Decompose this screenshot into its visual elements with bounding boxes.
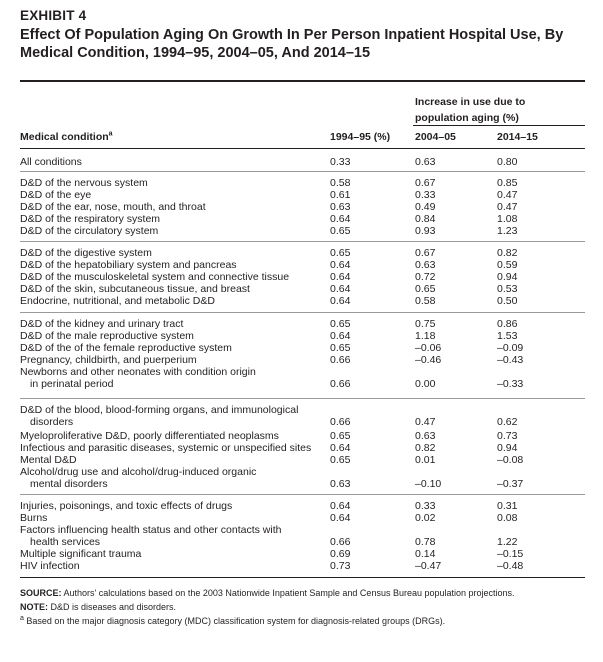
condition-label-line: D&D of the eye bbox=[20, 189, 92, 201]
value-2004-05: 0.63 bbox=[415, 259, 436, 271]
value-1994-95: 0.66 bbox=[330, 416, 351, 428]
value-2004-05: 0.63 bbox=[415, 156, 436, 168]
value-1994-95: 0.64 bbox=[330, 330, 351, 342]
footnote-source: SOURCE: Authors' calculations based on the 2003 Nationwide Inpatient Sample and Census Bureau population projections. bbox=[20, 588, 515, 598]
value-2014-15: 0.82 bbox=[497, 247, 518, 259]
condition-label bbox=[20, 259, 237, 271]
value-2014-15: –0.33 bbox=[497, 378, 524, 390]
condition-label bbox=[20, 366, 256, 390]
value-1994-95: 0.33 bbox=[330, 156, 351, 168]
value-2014-15: 0.73 bbox=[497, 430, 518, 442]
group-separator-rule bbox=[20, 398, 585, 399]
value-2004-05: 0.14 bbox=[415, 548, 436, 560]
condition-label-line: D&D of the male reproductive system bbox=[20, 330, 194, 342]
value-1994-95: 0.61 bbox=[330, 189, 351, 201]
condition-label-line: Factors influencing health status and other contacts with bbox=[20, 524, 282, 536]
value-2004-05: 0.67 bbox=[415, 177, 436, 189]
value-1994-95: 0.64 bbox=[330, 512, 351, 524]
page-title bbox=[20, 26, 588, 62]
condition-label-line: D&D of the digestive system bbox=[20, 247, 152, 259]
condition-label-line: D&D of the circulatory system bbox=[20, 225, 159, 237]
value-2014-15: 1.08 bbox=[497, 213, 518, 225]
value-2014-15: 0.62 bbox=[497, 416, 518, 428]
condition-label-line: disorders bbox=[30, 416, 74, 428]
value-2004-05: 0.02 bbox=[415, 512, 436, 524]
value-2014-15: 0.59 bbox=[497, 259, 518, 271]
value-1994-95: 0.63 bbox=[330, 478, 351, 490]
value-2004-05: 0.33 bbox=[415, 189, 436, 201]
condition-label bbox=[20, 283, 250, 295]
value-1994-95: 0.64 bbox=[330, 295, 351, 307]
condition-label-line: in perinatal period bbox=[30, 378, 114, 390]
condition-label bbox=[20, 318, 183, 330]
value-2004-05: 0.49 bbox=[415, 201, 436, 213]
value-1994-95: 0.64 bbox=[330, 259, 351, 271]
condition-label bbox=[20, 354, 197, 366]
title-line-2: Medical Condition, 1994–95, 2004–05, And 2014–15 bbox=[20, 45, 371, 61]
condition-label-line: All conditions bbox=[20, 156, 82, 168]
value-2014-15: 0.31 bbox=[497, 500, 518, 512]
footnote-note: NOTE: D&D is diseases and disorders. bbox=[20, 602, 177, 612]
condition-label-line: D&D of the kidney and urinary tract bbox=[20, 318, 184, 330]
condition-label bbox=[20, 177, 148, 189]
group-header-line-1: Increase in use due to bbox=[415, 96, 526, 108]
value-1994-95: 0.65 bbox=[330, 454, 351, 466]
value-2014-15: 0.94 bbox=[497, 271, 518, 283]
condition-label bbox=[20, 442, 311, 454]
value-1994-95: 0.65 bbox=[330, 430, 351, 442]
condition-label bbox=[20, 404, 298, 428]
value-2014-15: –0.37 bbox=[497, 478, 524, 490]
condition-label bbox=[20, 330, 194, 342]
condition-label-line: Endocrine, nutritional, and metabolic D&D bbox=[20, 295, 215, 307]
value-1994-95: 0.64 bbox=[330, 442, 351, 454]
value-2014-15: 1.22 bbox=[497, 536, 518, 548]
value-2014-15: 1.53 bbox=[497, 330, 518, 342]
condition-label bbox=[20, 500, 232, 512]
value-1994-95: 0.64 bbox=[330, 271, 351, 283]
value-2004-05: 1.18 bbox=[415, 330, 436, 342]
condition-label-line: Newborns and other neonates with condition origin bbox=[20, 366, 256, 378]
value-1994-95: 0.65 bbox=[330, 225, 351, 237]
value-2014-15: –0.15 bbox=[497, 548, 524, 560]
condition-label-line: Multiple significant trauma bbox=[20, 548, 142, 560]
condition-label-line: Myeloproliferative D&D, poorly differentiated neoplasms bbox=[20, 430, 279, 442]
value-2004-05: 0.82 bbox=[415, 442, 436, 454]
value-1994-95: 0.58 bbox=[330, 177, 351, 189]
value-1994-95: 0.65 bbox=[330, 318, 351, 330]
value-2004-05: 0.58 bbox=[415, 295, 436, 307]
value-2014-15: –0.48 bbox=[497, 560, 524, 572]
value-2004-05: 0.01 bbox=[415, 454, 436, 466]
condition-label-line: D&D of the skin, subcutaneous tissue, and breast bbox=[20, 283, 250, 295]
value-2014-15: –0.09 bbox=[497, 342, 524, 354]
group-separator-rule bbox=[20, 171, 585, 172]
header-col-2014: 2014–15 bbox=[497, 131, 538, 143]
value-2014-15: 0.50 bbox=[497, 295, 518, 307]
condition-label bbox=[20, 156, 82, 168]
footnote-a: $^a$ Based on the major diagnosis category (MDC) classification system for diagnosis-related groups (DRGs). bbox=[20, 615, 446, 626]
condition-label-line: D&D of the blood, blood-forming organs, and immunological bbox=[20, 404, 299, 416]
condition-label-line: Pregnancy, childbirth, and puerperium bbox=[20, 354, 197, 366]
value-2004-05: 0.63 bbox=[415, 430, 436, 442]
title-line-1: Effect Of Population Aging On Growth In Per Person Inpatient Hospital Use, By bbox=[20, 27, 564, 43]
condition-label bbox=[20, 271, 289, 283]
value-2004-05: 0.93 bbox=[415, 225, 436, 237]
condition-label-line: Mental D&D bbox=[20, 454, 77, 466]
condition-label-line: HIV infection bbox=[20, 560, 80, 572]
value-2004-05: –0.10 bbox=[415, 478, 442, 490]
condition-label bbox=[20, 430, 279, 442]
exhibit-label: EXHIBIT 4 bbox=[20, 8, 87, 23]
condition-label bbox=[20, 247, 152, 259]
group-header-rule bbox=[413, 125, 585, 126]
value-1994-95: 0.69 bbox=[330, 548, 351, 560]
condition-label-line: D&D of the respiratory system bbox=[20, 213, 161, 225]
condition-label-line: Infectious and parasitic diseases, systemic or unspecified sites bbox=[20, 442, 312, 454]
condition-label bbox=[20, 213, 160, 225]
value-2014-15: 0.86 bbox=[497, 318, 518, 330]
value-2004-05: 0.00 bbox=[415, 378, 436, 390]
condition-label-line: Injuries, poisonings, and toxic effects of drugs bbox=[20, 500, 233, 512]
value-2004-05: 0.84 bbox=[415, 213, 436, 225]
group-header-line-2: population aging (%) bbox=[415, 112, 519, 124]
value-2004-05: 0.72 bbox=[415, 271, 436, 283]
value-2004-05: –0.47 bbox=[415, 560, 442, 572]
value-1994-95: 0.65 bbox=[330, 247, 351, 259]
group-separator-rule bbox=[20, 312, 585, 313]
value-1994-95: 0.66 bbox=[330, 536, 351, 548]
value-1994-95: 0.66 bbox=[330, 354, 351, 366]
header-col-2004: 2004–05 bbox=[415, 131, 456, 143]
header-condition: Medical condition$^a$ bbox=[20, 130, 113, 143]
value-1994-95: 0.73 bbox=[330, 560, 351, 572]
value-1994-95: 0.65 bbox=[330, 342, 351, 354]
header-condition-footnote-marker: a bbox=[108, 130, 113, 138]
top-rule bbox=[20, 80, 585, 82]
group-separator-rule bbox=[20, 494, 585, 495]
value-2004-05: –0.06 bbox=[415, 342, 442, 354]
condition-label bbox=[20, 201, 206, 213]
value-2014-15: 0.85 bbox=[497, 177, 518, 189]
condition-label-line: D&D of the ear, nose, mouth, and throat bbox=[20, 201, 206, 213]
value-2014-15: 0.47 bbox=[497, 201, 518, 213]
condition-label-line: Alcohol/drug use and alcohol/drug-induced organic bbox=[20, 466, 257, 478]
value-2014-15: 0.94 bbox=[497, 442, 518, 454]
condition-label bbox=[20, 548, 141, 560]
value-2014-15: 1.23 bbox=[497, 225, 518, 237]
condition-label bbox=[20, 342, 232, 354]
condition-label-line: D&D of the musculoskeletal system and connective tissue bbox=[20, 271, 290, 283]
condition-label bbox=[20, 560, 80, 572]
value-1994-95: 0.66 bbox=[330, 378, 351, 390]
value-2004-05: 0.78 bbox=[415, 536, 436, 548]
condition-label bbox=[20, 524, 281, 548]
value-2014-15: –0.08 bbox=[497, 454, 524, 466]
condition-label-line: mental disorders bbox=[30, 478, 108, 490]
value-2004-05: 0.65 bbox=[415, 283, 436, 295]
header-rule bbox=[20, 148, 585, 149]
value-1994-95: 0.64 bbox=[330, 500, 351, 512]
condition-label bbox=[20, 466, 256, 490]
condition-label-line: Burns bbox=[20, 512, 48, 524]
group-separator-rule bbox=[20, 241, 585, 242]
value-2004-05: 0.75 bbox=[415, 318, 436, 330]
value-2014-15: 0.08 bbox=[497, 512, 518, 524]
condition-label-line: health services bbox=[30, 536, 101, 548]
value-1994-95: 0.63 bbox=[330, 201, 351, 213]
condition-label-line: D&D of the hepatobiliary system and pancreas bbox=[20, 259, 237, 271]
value-2014-15: 0.80 bbox=[497, 156, 518, 168]
condition-label bbox=[20, 189, 91, 201]
condition-label bbox=[20, 295, 215, 307]
value-2014-15: 0.53 bbox=[497, 283, 518, 295]
bottom-rule bbox=[20, 577, 585, 578]
header-col-1994: 1994–95 (%) bbox=[330, 131, 391, 143]
value-2004-05: 0.33 bbox=[415, 500, 436, 512]
value-2004-05: –0.46 bbox=[415, 354, 442, 366]
value-2014-15: 0.47 bbox=[497, 189, 518, 201]
value-1994-95: 0.64 bbox=[330, 213, 351, 225]
condition-label-line: D&D of the of the female reproductive system bbox=[20, 342, 232, 354]
condition-label bbox=[20, 512, 47, 524]
column-group-header bbox=[415, 94, 525, 126]
value-2004-05: 0.47 bbox=[415, 416, 436, 428]
value-2014-15: –0.43 bbox=[497, 354, 524, 366]
condition-label bbox=[20, 454, 77, 466]
condition-label-line: D&D of the nervous system bbox=[20, 177, 148, 189]
condition-label bbox=[20, 225, 158, 237]
value-2004-05: 0.67 bbox=[415, 247, 436, 259]
value-1994-95: 0.64 bbox=[330, 283, 351, 295]
